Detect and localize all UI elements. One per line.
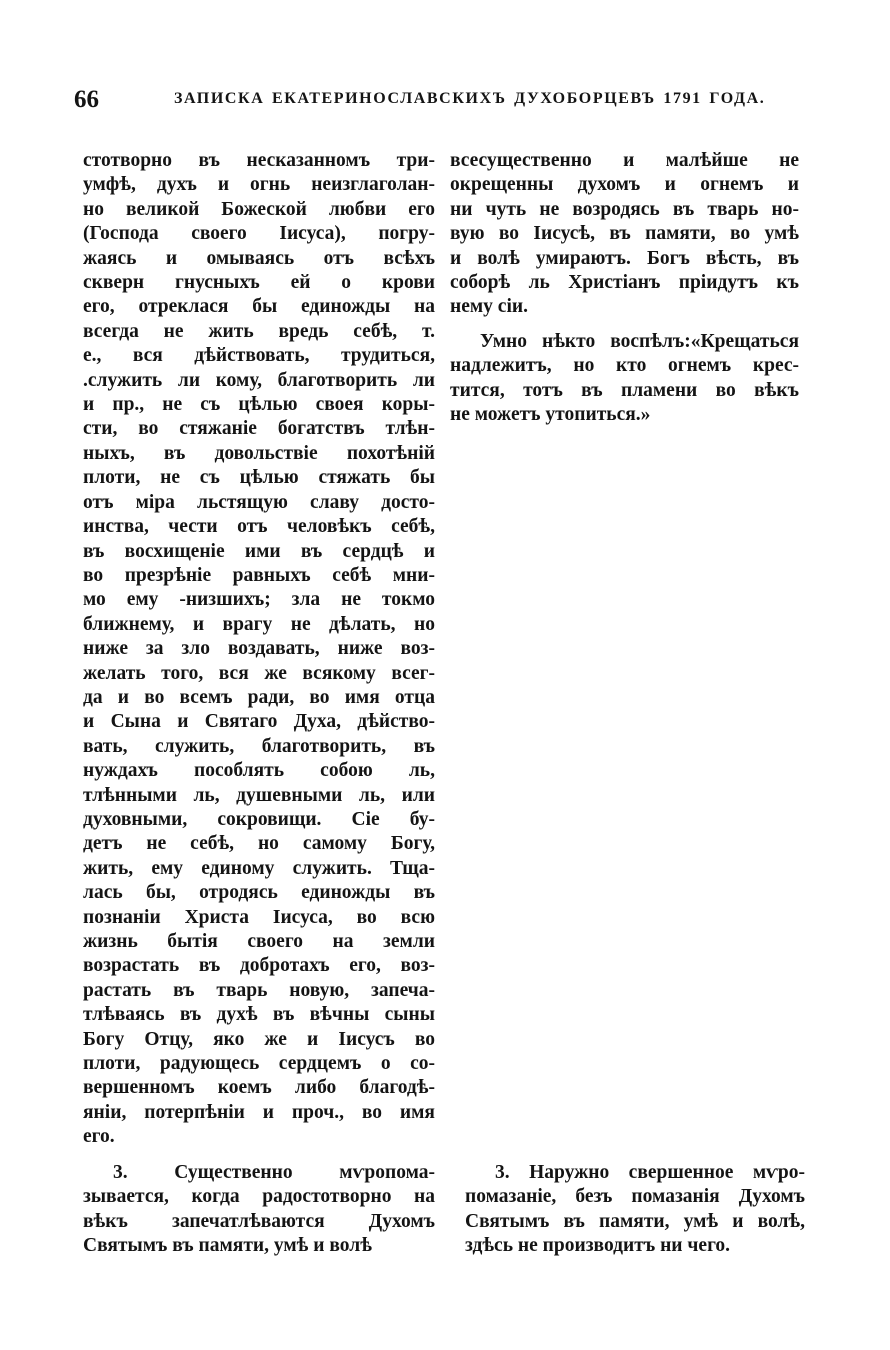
text-line: надлежитъ, но кто огнемъ крес- [450,355,799,377]
text-line: отъ міра льстящую славу досто- [83,491,435,513]
text-line: его, отреклася бы единожды на [83,296,435,318]
text-line: жаясь и омываясь отъ всѣхъ [83,247,435,269]
text-line: умфѣ, духъ и огнь неизглаголан- [83,174,435,196]
text-line: тится, тотъ въ пламени во вѣкъ [450,379,799,401]
text-line: духовными, сокровищи. Сіе бу- [83,808,435,830]
text-line: окрещенны духомъ и огнемъ и [450,174,799,196]
text-line: ныхъ, въ довольствіе похотѣній [83,442,435,464]
text-line: Богу Отцу, яко же и Iисусъ во [83,1028,435,1050]
text-line: плоти, радующесь сердцемъ о со- [83,1053,435,1075]
text-line: жизнь бытія своего на земли [83,931,435,952]
text-line: ниже за зло воздавать, ниже воз- [83,638,435,660]
text-line: здѣсь не производитъ ни чего. [465,1235,731,1257]
text-line: ближнему, и врагу не дѣлать, но [83,613,435,635]
text-line: сти, во стяжаніе богатствъ тлѣн- [83,418,435,440]
page-number: 66 [74,86,99,113]
text-line: соборѣ ль Христіанъ пріидутъ къ [450,272,799,294]
text-line: жить, ему единому служить. Тща- [83,857,435,879]
text-line: тлѣваясь въ духѣ въ вѣчны сыны [83,1004,435,1026]
text-line: растать въ тварь новую, запеча- [83,979,435,1001]
text-line: возрастать въ добротахъ его, воз- [83,955,435,977]
text-line: всесущественно и малѣйше не [450,150,799,171]
text-line: инства, чести отъ человѣкъ себѣ, [83,516,435,538]
text-line: и пр., не съ цѣлью своея коры- [83,394,435,416]
text-line: детъ не себѣ, но самому Богу, [83,833,435,855]
text-line: Святымъ въ памяти, умѣ и волѣ, [465,1210,805,1232]
text-line: плоти, не съ цѣлью стяжать бы [83,467,435,489]
text-line: помазаніе, безъ помазанія Духомъ [465,1186,805,1208]
text-line: его. [83,1126,115,1148]
text-line: вершенномъ коемъ либо благодѣ- [83,1077,435,1099]
text-line: познаніи Христа Iисуса, во всю [83,906,435,928]
text-line: не можетъ утопиться.» [450,404,651,426]
right-section-3-text [465,1161,805,1259]
text-line: скверн гнусныхъ ей о крови [83,272,435,294]
text-line: и Сына и Святаго Духа, дѣйство- [83,711,435,733]
text-line: (Господа своего Iисуса), погру- [83,223,435,245]
text-line: .служить ли кому, благотворить ли [83,369,435,391]
left-section-3-text [83,1161,435,1259]
text-line: ни чуть не возродясь въ тварь но- [450,198,799,220]
text-line: лась бы, отродясь единожды въ [83,882,435,904]
text-line: желать того, вся же всякому всег- [83,662,435,684]
right-paragraph-1 [450,149,799,320]
text-line: и волѣ умираютъ. Богъ вѣсть, въ [450,247,799,269]
right-paragraph-2 [450,330,799,428]
text-line: 3. Существенно мѵропома- [113,1162,435,1183]
text-line: нуждахъ пособлять собою ль, [83,760,435,782]
text-line: вѣкъ запечатлѣваются Духомъ [83,1210,435,1232]
text-line: яніи, потерпѣніи и проч., во имя [83,1101,435,1123]
text-line: Святымъ въ памяти, умѣ и волѣ [83,1235,372,1257]
text-line: но великой Божеской любви его [83,198,435,220]
text-line: вую во Iисусѣ, въ памяти, во умѣ [450,223,799,245]
text-line: да и во всемъ ради, во имя отца [83,686,435,708]
right-column-text [450,149,799,427]
left-column-text [83,149,435,1150]
text-line: тлѣнными ль, душевными ль, или [83,784,435,806]
text-line: е., вся дѣйствовать, трудиться, [83,345,435,367]
text-line: въ восхищеніе ими въ сердцѣ и [83,540,435,562]
running-head: ЗАПИСКА ЕКАТЕРИНОСЛАВСКИХЪ ДУХОБОРЦЕВЪ 1791 ГОДА. [174,90,766,107]
text-line: мо ему -низшихъ; зла не токмо [83,589,435,611]
text-line: 3. Наружно свершенное мѵро- [495,1162,805,1183]
text-line: зывается, когда радостотворно на [83,1186,435,1208]
text-line: Умно нѣкто воспѣлъ:«Крещаться [480,330,799,352]
text-line: всегда не жить вредь себѣ, т. [83,320,435,342]
text-line: стотворно въ несказанномъ три- [83,150,435,171]
text-line: вать, служить, благотворить, въ [83,735,435,757]
text-line: нему сіи. [450,296,528,318]
text-line: во презрѣніе равныхъ себѣ мни- [83,564,435,586]
